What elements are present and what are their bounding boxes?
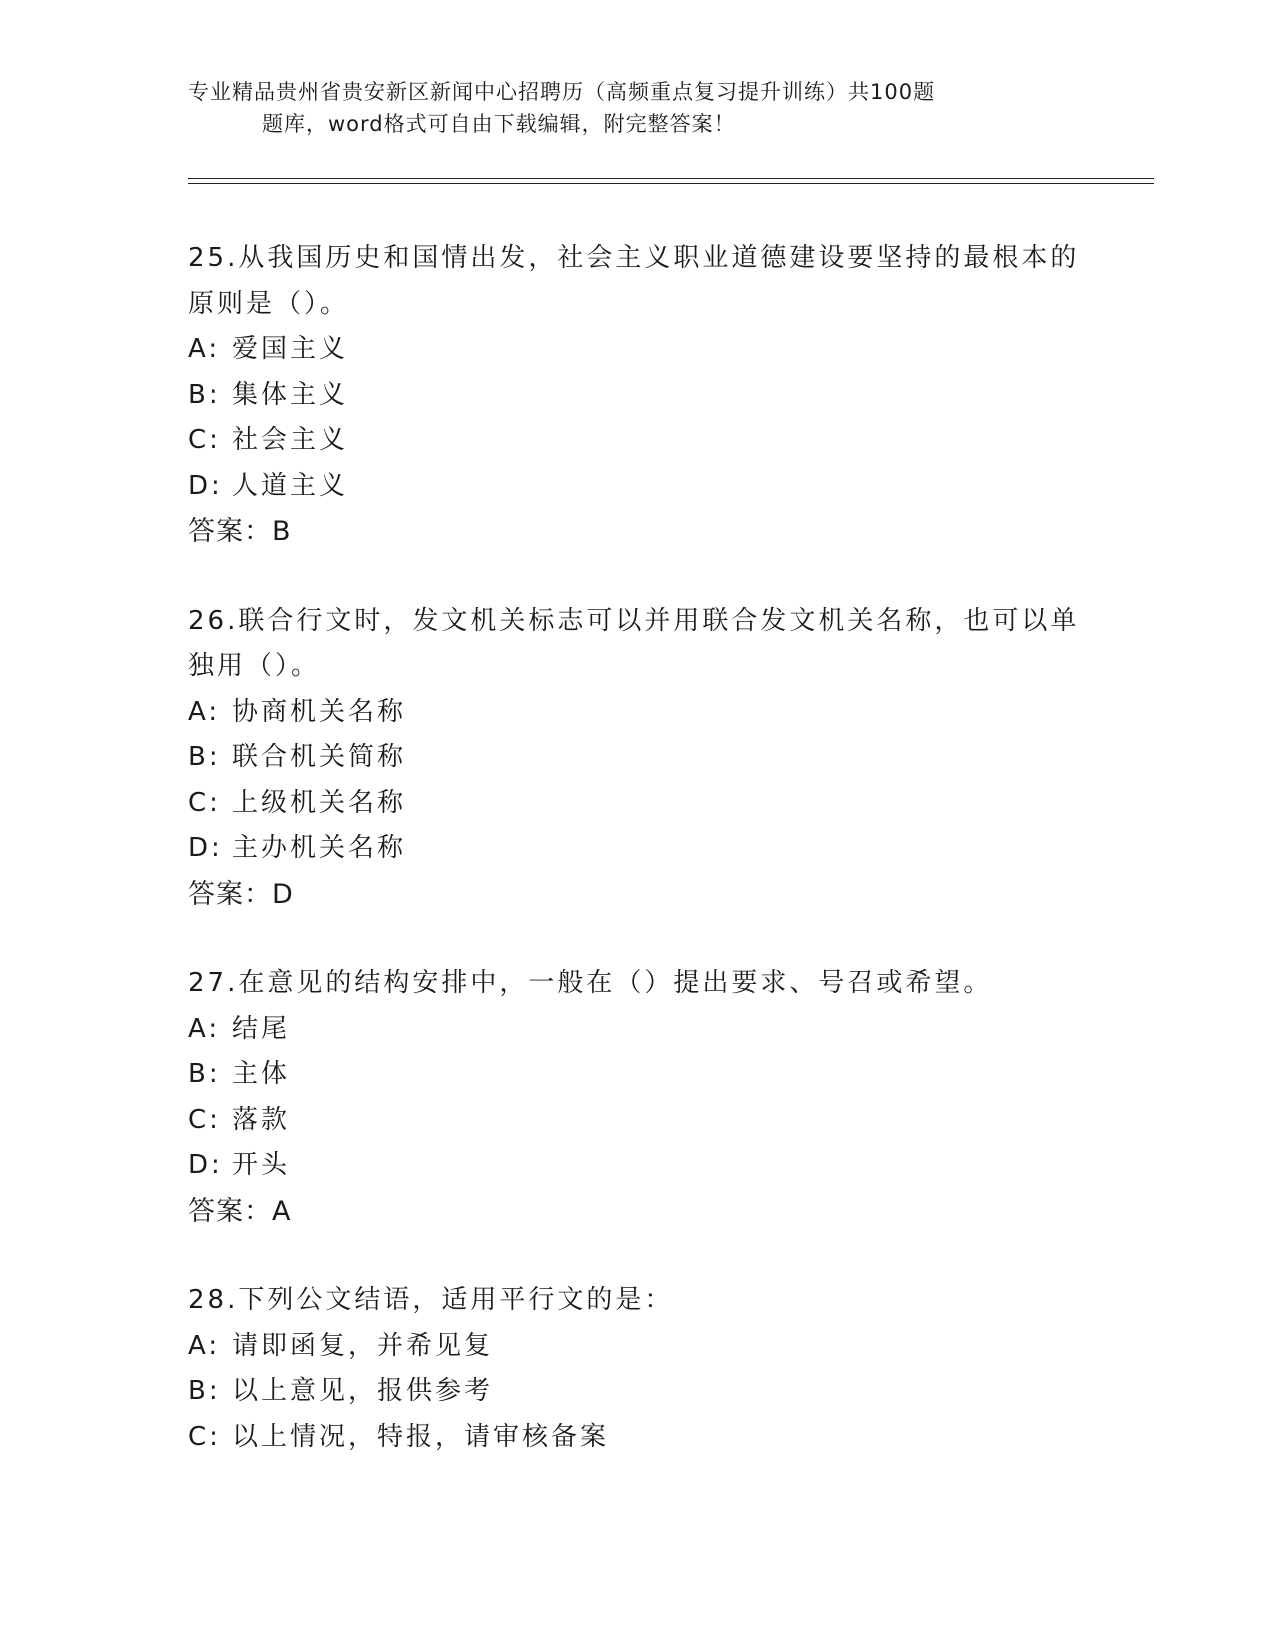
option-a xyxy=(188,1007,1088,1053)
option-label: A: xyxy=(188,334,221,364)
option-b xyxy=(188,1369,1088,1415)
option-text: 爱国主义 xyxy=(232,334,349,364)
option-label: A: xyxy=(188,1013,221,1044)
option-text: 开头 xyxy=(232,1150,291,1180)
option-label: C: xyxy=(188,787,221,818)
option-text: 结尾 xyxy=(232,1013,291,1044)
option-text: 上级机关名称 xyxy=(232,787,407,818)
header-divider-top xyxy=(188,178,1154,179)
option-b xyxy=(188,1052,1088,1098)
option-b xyxy=(188,735,1088,781)
header-title-line2: 题库，word格式可自由下载编辑，附完整答案！ xyxy=(262,112,736,136)
option-a xyxy=(188,1324,1088,1370)
option-b xyxy=(188,373,1088,419)
option-label: C: xyxy=(188,425,221,455)
option-c xyxy=(188,781,1088,827)
header-title-line1: 专业精品贵州省贵安新区新闻中心招聘历（高频重点复习提升训练）共100题 xyxy=(188,80,936,104)
option-label: C: xyxy=(188,1421,221,1452)
option-c xyxy=(188,1098,1088,1144)
header-divider-bottom xyxy=(188,183,1154,184)
document-header xyxy=(188,76,1048,140)
option-text: 主办机关名称 xyxy=(232,833,407,863)
option-text: 社会主义 xyxy=(232,425,349,455)
option-label: D: xyxy=(188,833,223,863)
option-text: 人道主义 xyxy=(232,470,349,501)
question-stem: 27.在意见的结构安排中，一般在（）提出要求、号召或希望。 xyxy=(188,968,993,998)
option-label: C: xyxy=(188,1104,221,1135)
option-d xyxy=(188,464,1088,510)
option-text: 集体主义 xyxy=(232,379,349,410)
option-d xyxy=(188,826,1088,872)
option-label: D: xyxy=(188,1150,223,1180)
option-label: A: xyxy=(188,696,221,727)
option-text: 落款 xyxy=(232,1104,291,1135)
option-label: D: xyxy=(188,470,223,501)
question-stem: 25.从我国历史和国情出发，社会主义职业道德建设要坚持的最根本的原则是（）。 xyxy=(188,243,1080,319)
question-stem: 26.联合行文时，发文机关标志可以并用联合发文机关名称，也可以单独用（）。 xyxy=(188,605,1080,681)
question-stem: 28.下列公文结语，适用平行文的是： xyxy=(188,1285,674,1315)
option-label: A: xyxy=(188,1330,221,1361)
question-28 xyxy=(188,1278,1088,1460)
option-label: B: xyxy=(188,1059,221,1089)
option-label: B: xyxy=(188,742,221,772)
option-a xyxy=(188,690,1088,736)
question-26 xyxy=(188,599,1088,918)
option-c xyxy=(188,1415,1088,1461)
option-c xyxy=(188,418,1088,464)
option-label: B: xyxy=(188,1376,221,1406)
option-text: 联合机关简称 xyxy=(232,742,407,772)
option-text: 主体 xyxy=(232,1059,291,1089)
answer-text: 答案：D xyxy=(188,878,294,910)
option-label: B: xyxy=(188,379,221,410)
answer-text: 答案：B xyxy=(188,516,292,547)
option-a xyxy=(188,327,1088,373)
option-text: 以上情况，特报，请审核备案 xyxy=(232,1421,610,1452)
question-list xyxy=(188,236,1088,1504)
question-25 xyxy=(188,236,1088,555)
option-d xyxy=(188,1143,1088,1189)
option-text: 以上意见，报供参考 xyxy=(232,1376,494,1406)
option-text: 请即函复，并希见复 xyxy=(232,1330,494,1361)
answer-text: 答案：A xyxy=(188,1195,292,1227)
question-27 xyxy=(188,961,1088,1234)
option-text: 协商机关名称 xyxy=(232,696,407,727)
